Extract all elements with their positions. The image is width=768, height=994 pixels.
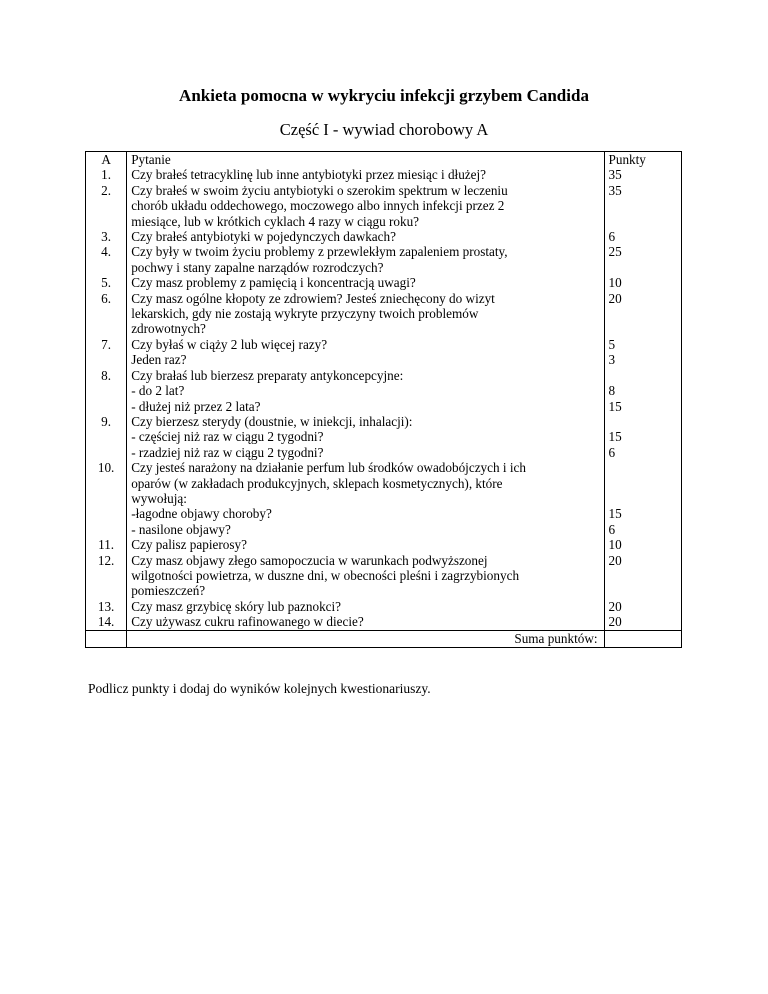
points-cell [604,167,681,182]
points-cell [604,614,681,630]
points-value [609,368,677,383]
question-line: Czy brałeś tetracyklinę lub inne antybiotyki przez miesiąc i dłużej? [131,167,487,183]
question-number: 12. [86,553,127,599]
table-row [86,614,682,630]
points-cell [604,414,681,460]
question-text [127,244,604,275]
question-number: 3. [86,229,127,244]
points-cell [604,337,681,368]
points-value: 6 [608,521,616,537]
question-number: 13. [86,599,127,614]
points-cell [604,553,681,599]
question-line: Czy jesteś narażony na działanie perfum lub środków owadobójczych i ich [131,460,526,476]
points-value: 6 [608,444,616,460]
question-text [127,291,604,337]
points-cell [604,291,681,337]
points-value [609,583,677,598]
question-line: - rzadziej niż raz w ciągu 2 tygodni? [131,444,324,460]
question-text [127,460,604,537]
question-line: oparów (w zakładach produkcyjnych, sklepach kosmetycznych), które [131,475,503,491]
question-line: Czy brałeś w swoim życiu antybiotyki o szerokim spektrum w leczeniu [131,182,508,198]
question-line: - częściej niż raz w ciągu 2 tygodni? [131,429,324,445]
question-line: pomieszczeń? [131,583,206,599]
question-number: 1. [86,167,127,182]
document-title: Ankieta pomocna w wykryciu infekcji grzybem Candida [179,86,589,105]
points-value: 20 [608,598,622,614]
points-value: 5 [608,336,616,352]
table-row [86,537,682,552]
question-text [127,553,604,599]
question-line: Czy bierzesz sterydy (doustnie, w iniekcji, inhalacji): [131,413,413,429]
points-cell [604,229,681,244]
table-row [86,229,682,244]
table-row [86,275,682,290]
question-line: Czy masz grzybicę skóry lub paznokci? [131,598,342,614]
points-value: 10 [608,537,622,553]
points-value: 15 [608,398,622,414]
table-row [86,368,682,414]
points-value [609,306,677,321]
question-line: Czy masz objawy złego samopoczucia w warunkach podwyższonej [131,552,488,568]
question-line: Czy masz ogólne kłopoty ze zdrowiem? Jesteś zniechęcony do wizyt [131,290,495,306]
header-points: Punkty [604,152,681,168]
question-number: 7. [86,337,127,368]
points-cell [604,275,681,290]
question-number: 6. [86,291,127,337]
table-row [86,244,682,275]
question-text [127,414,604,460]
table-row [86,167,682,182]
question-line: - do 2 lat? [131,383,185,399]
points-cell [604,183,681,229]
points-value [609,321,677,336]
points-value: 25 [608,244,622,260]
table-row [86,414,682,460]
points-cell [604,537,681,552]
question-line: chorób układu oddechowego, moczowego albo innych infekcji przez 2 [131,198,505,214]
table-header-row [86,152,682,168]
question-line: Czy brałeś antybiotyki w pojedynczych dawkach? [131,229,396,245]
table-row [86,599,682,614]
question-number: 14. [86,614,127,630]
question-line: zdrowotnych? [131,321,206,337]
points-value: 20 [608,614,622,630]
points-cell [604,368,681,414]
question-number: 8. [86,368,127,414]
instruction-note: Podlicz punkty i dodaj do wyników kolejnych kwestionariuszy. [88,681,431,696]
header-question: Pytanie [127,152,604,168]
points-value [609,198,677,213]
points-cell [604,599,681,614]
table-row [86,460,682,537]
points-value [609,214,677,229]
question-line: Czy były w twoim życiu problemy z przewlekłym zapaleniem prostaty, [131,244,508,260]
sum-value-field[interactable] [604,630,681,647]
points-value: 35 [608,167,622,183]
survey-table [85,151,682,648]
question-number: 11. [86,537,127,552]
question-text [127,537,604,552]
question-line: pochwy i stany zapalne narządów rozrodczych? [131,259,384,275]
question-line: - dłużej niż przez 2 lata? [131,398,261,414]
question-line: Czy używasz cukru rafinowanego w diecie? [131,614,364,630]
question-line: Czy byłaś w ciąży 2 lub więcej razy? [131,336,328,352]
points-value: 10 [608,275,622,291]
points-value [609,260,677,275]
points-value [609,460,677,475]
points-value: 15 [608,506,622,522]
question-number: 10. [86,460,127,537]
points-value: 6 [608,229,616,245]
question-line: -łagodne objawy choroby? [131,506,272,522]
table-row [86,553,682,599]
table-row [86,291,682,337]
sum-label: Suma punktów: [127,630,604,647]
header-num: A [86,152,127,168]
points-value: 15 [608,429,622,445]
question-line: wywołują: [131,490,187,506]
sum-empty-cell [86,630,127,647]
table-row [86,337,682,368]
question-text [127,599,604,614]
question-line: wilgotności powietrza, w duszne dni, w obecności pleśni i zagrzybionych [131,567,520,583]
question-line: - nasilone objawy? [131,521,231,537]
question-number: 4. [86,244,127,275]
points-cell [604,244,681,275]
document-subtitle: Część I - wywiad chorobowy A [279,120,489,139]
question-line: Czy palisz papierosy? [131,537,247,553]
points-value [609,568,677,583]
points-cell [604,460,681,537]
points-value [609,476,677,491]
question-line: Czy masz problemy z pamięcią i koncentracją uwagi? [131,275,416,291]
question-text [127,614,604,630]
question-line: lekarskich, gdy nie zostają wykryte przyczyny twoich problemów [131,306,479,322]
points-value: 8 [608,383,616,399]
question-text [127,229,604,244]
question-line: Jeden raz? [131,352,187,368]
question-text [127,183,604,229]
question-number: 2. [86,183,127,229]
question-number: 5. [86,275,127,290]
points-value: 20 [608,290,622,306]
points-value [609,491,677,506]
question-text [127,167,604,182]
question-number: 9. [86,414,127,460]
points-value: 3 [608,352,616,368]
question-text [127,275,604,290]
points-value: 20 [608,552,622,568]
table-row [86,183,682,229]
question-line: miesiące, lub w krótkich cyklach 4 razy w ciągu roku? [131,213,420,229]
question-text [127,337,604,368]
question-line: Czy brałaś lub bierzesz preparaty antykoncepcyjne: [131,367,404,383]
points-value: 35 [608,182,622,198]
question-text [127,368,604,414]
sum-row [86,630,682,647]
points-value [609,414,677,429]
